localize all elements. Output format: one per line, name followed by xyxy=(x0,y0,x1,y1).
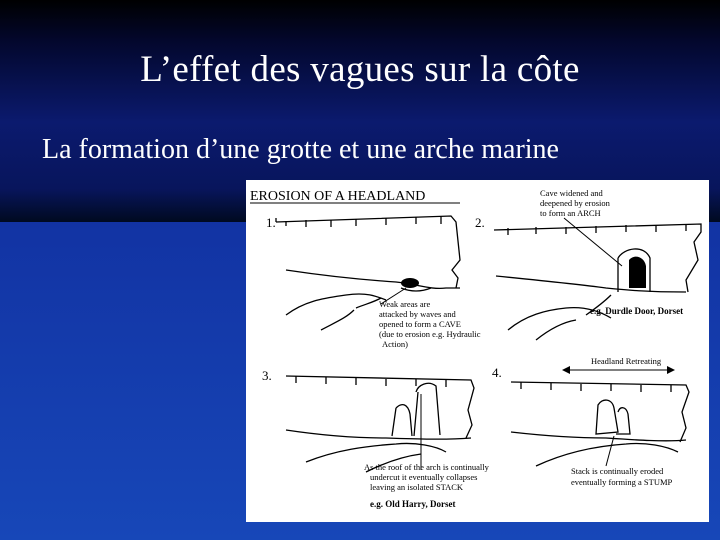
svg-text:deepened by erosion: deepened by erosion xyxy=(540,198,610,208)
svg-text:Action): Action) xyxy=(382,339,408,349)
cave-mark xyxy=(401,278,419,288)
panel-4-cliff xyxy=(511,382,689,466)
svg-text:to form an ARCH: to form an ARCH xyxy=(540,208,601,218)
label-step2 xyxy=(540,188,611,218)
panel-2-cliff xyxy=(494,224,701,340)
retreat-arrow-head-left xyxy=(562,366,570,374)
pointer-step4 xyxy=(606,436,614,466)
step-number-2: 2. xyxy=(475,215,485,230)
svg-text:As the roof of the arch is con: As the roof of the arch is continually xyxy=(364,462,489,472)
svg-text:undercut it eventually collaps: undercut it eventually collapses xyxy=(370,472,478,482)
svg-text:Cave widened and: Cave widened and xyxy=(540,188,603,198)
example-step2: e.g. Durdle Door, Dorset xyxy=(590,306,684,316)
step-number-3: 3. xyxy=(262,368,272,383)
label-step3 xyxy=(364,462,490,492)
pointer-step2 xyxy=(564,218,622,266)
diagram-heading: EROSION OF A HEADLAND xyxy=(250,189,426,204)
diagram-svg xyxy=(246,180,709,522)
svg-text:Stack is continually eroded: Stack is continually eroded xyxy=(571,466,664,476)
example-step3: e.g. Old Harry, Dorset xyxy=(370,499,456,509)
svg-text:attacked by waves and: attacked by waves and xyxy=(379,309,456,319)
slide-subtitle: La formation d’une grotte et une arche marine xyxy=(42,134,559,165)
arch-mark xyxy=(629,257,646,288)
step-number-1: 1. xyxy=(266,215,276,230)
svg-text:opened to form a CAVE: opened to form a CAVE xyxy=(379,319,461,329)
svg-text:leaving an isolated STACK: leaving an isolated STACK xyxy=(370,482,464,492)
svg-text:Weak areas are: Weak areas are xyxy=(379,299,431,309)
label-step1 xyxy=(379,299,481,349)
headland-erosion-diagram xyxy=(246,180,709,522)
retreat-label: Headland Retreating xyxy=(591,356,662,366)
step-number-4: 4. xyxy=(492,365,502,380)
slide-title: L’effet des vagues sur la côte xyxy=(140,49,580,90)
svg-text:eventually forming a STUMP: eventually forming a STUMP xyxy=(571,477,673,487)
svg-text:(due to erosion e.g. Hydraulic: (due to erosion e.g. Hydraulic xyxy=(379,329,481,339)
label-step4 xyxy=(571,466,673,487)
panel-3-cliff xyxy=(286,376,474,472)
retreat-arrow-head-right xyxy=(667,366,675,374)
